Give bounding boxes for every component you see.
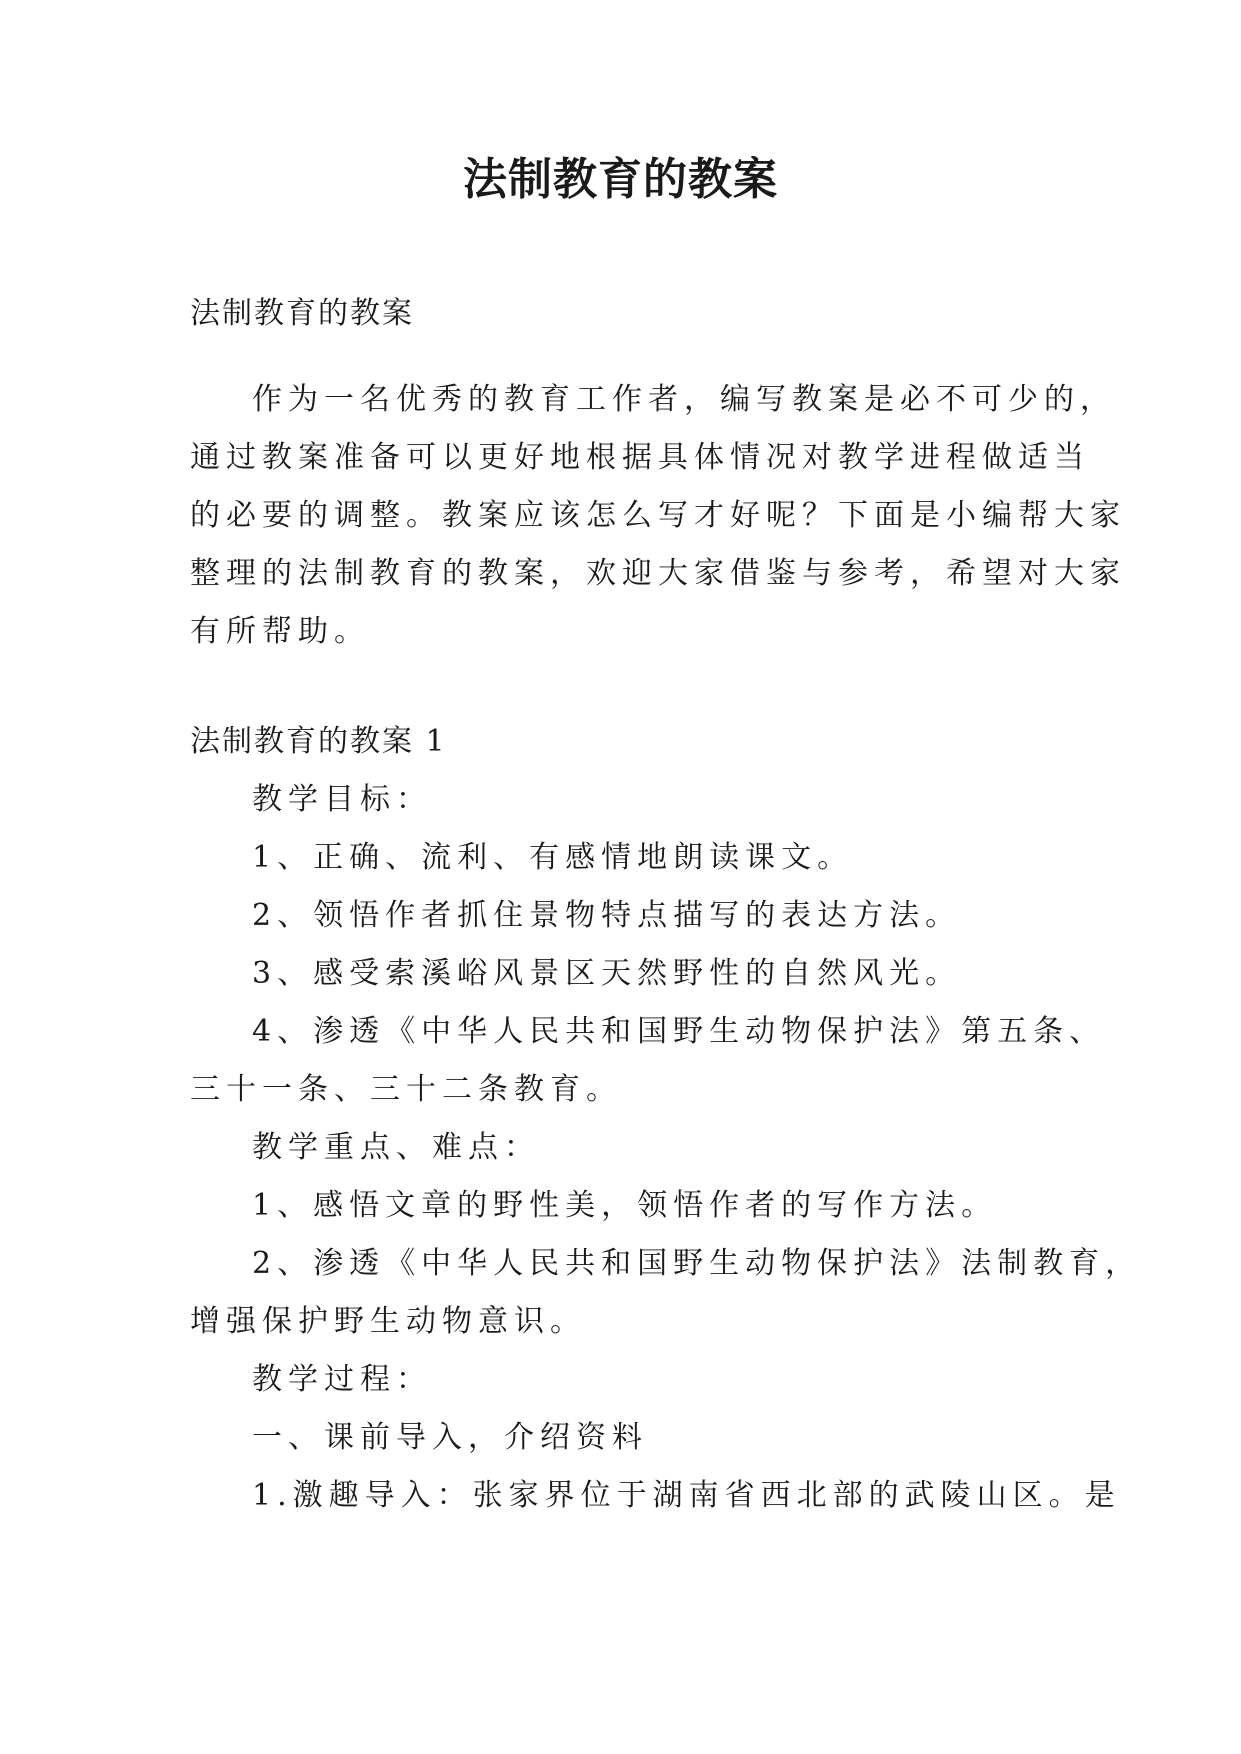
- document-title: 法制教育的教案: [463, 154, 778, 205]
- key-point-2-line-2: 增强保护野生动物意识。: [190, 1304, 586, 1339]
- goals-heading: 教学目标：: [252, 782, 432, 817]
- goal-item-2: 2、领悟作者抓住景物特点描写的表达方法。: [252, 898, 962, 933]
- process-step-1: 一、课前导入，介绍资料: [252, 1420, 648, 1455]
- intro-line-4: 整理的法制教育的教案，欢迎大家借鉴与参考，希望对大家: [190, 556, 1126, 591]
- intro-line-1: 作为一名优秀的教育工作者，编写教案是必不可少的，: [252, 382, 1116, 417]
- intro-line-2: 通过教案准备可以更好地根据具体情况对教学进程做适当: [190, 440, 1090, 475]
- intro-line-5: 有所帮助。: [190, 614, 370, 649]
- goal-item-3: 3、感受索溪峪风景区天然野性的自然风光。: [252, 956, 962, 991]
- key-point-2-line-1: 2、渗透《中华人民共和国野生动物保护法》法制教育，: [252, 1246, 1142, 1281]
- key-point-1: 1、感悟文章的野性美，领悟作者的写作方法。: [252, 1188, 998, 1223]
- goal-item-4-line-1: 4、渗透《中华人民共和国野生动物保护法》第五条、: [252, 1014, 1106, 1049]
- goal-item-1: 1、正确、流利、有感情地朗读课文。: [252, 840, 854, 875]
- process-heading: 教学过程：: [252, 1362, 432, 1397]
- intro-line-3: 的必要的调整。教案应该怎么写才好呢？下面是小编帮大家: [190, 498, 1126, 533]
- goal-item-4-line-2: 三十一条、三十二条教育。: [190, 1072, 622, 1107]
- key-points-heading: 教学重点、难点：: [252, 1130, 540, 1165]
- document-subtitle: 法制教育的教案: [190, 296, 414, 331]
- section-heading: 法制教育的教案 1: [190, 724, 447, 759]
- process-step-1-1: 1.激趣导入：张家界位于湖南省西北部的武陵山区。是: [252, 1478, 1121, 1513]
